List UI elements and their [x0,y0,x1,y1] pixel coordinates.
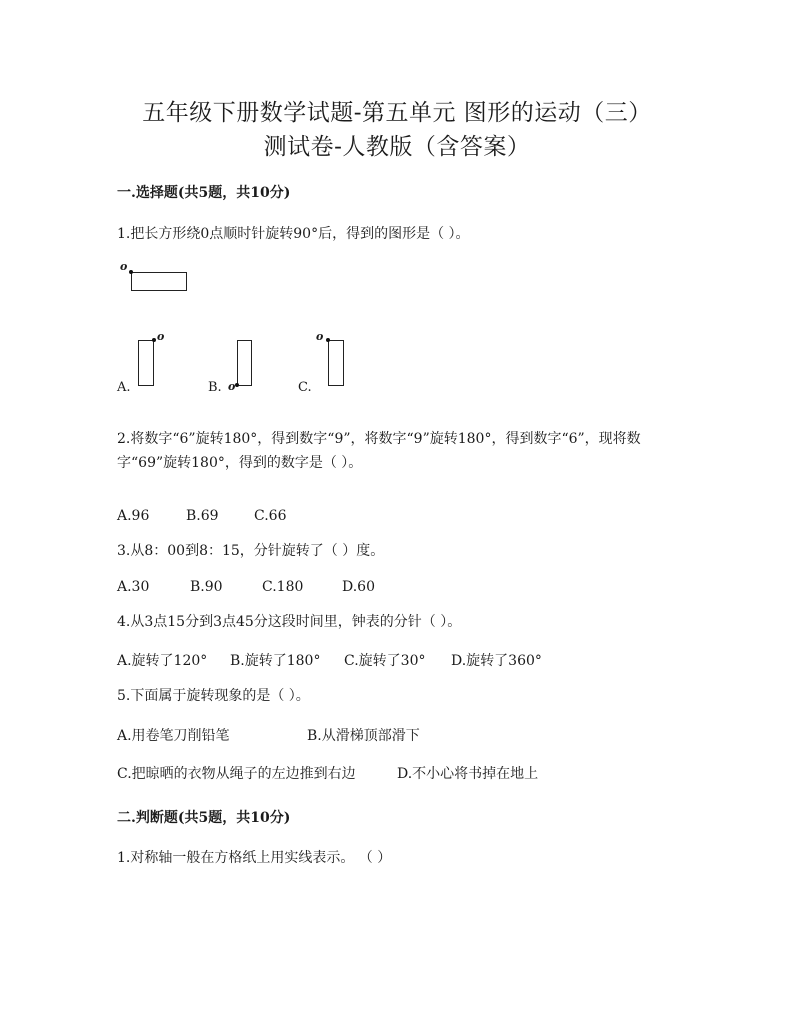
question-3-text: 3.从8：00到8：15，分针旋转了（ ）度。 [117,543,385,559]
option-b-point-dot [235,383,239,387]
section-2-heading: 二.判断题(共5题，共10分) [117,810,291,826]
option-a-rectangle [138,340,154,386]
option-c-point-label: o [316,330,324,343]
question-2-option-b[interactable]: B.69 [186,508,219,524]
option-a-point-label: o [157,330,165,343]
question-4-option-b[interactable]: B.旋转了180° [230,653,321,669]
question-5-option-b[interactable]: B.从滑梯顶部滑下 [307,728,420,744]
question-1-text: 1.把长方形绕0点顺时针旋转90°后，得到的图形是（ ）。 [117,226,470,242]
question-5-option-c[interactable]: C.把晾晒的衣物从绳子的左边推到右边 [117,766,356,782]
page-title-line-1: 五年级下册数学试题-第五单元 图形的运动（三） [142,100,652,126]
question-2-text-line-1: 2.将数字“6”旋转180°，得到数字“9”，将数字“9”旋转180°，得到数字“6”，现将数 [117,431,641,447]
question-2-option-c[interactable]: C.66 [254,508,287,524]
option-b-rectangle [237,340,252,386]
section-1-heading: 一.选择题(共5题，共10分) [117,185,291,201]
question-2-option-a[interactable]: A.96 [117,508,150,524]
question-4-option-a[interactable]: A.旋转了120° [117,653,208,669]
option-b-label: B. [208,380,222,395]
option-c-rectangle [328,340,344,386]
rotation-point-dot [129,270,133,274]
option-c-label: C. [298,380,312,395]
option-b-point-label: o [228,380,236,393]
question-2-text-line-2: 字“69”旋转180°，得到的数字是（ ）。 [117,455,363,471]
option-a-label: A. [117,380,131,395]
question-5-text: 5.下面属于旋转现象的是（ ）。 [117,688,310,704]
question-4-text: 4.从3点15分到3点45分这段时间里，钟表的分针（ ）。 [117,614,462,630]
page-title-line-2: 测试卷-人教版（含答案） [263,134,531,160]
option-c-point-dot [326,338,330,342]
judgment-question-1-text: 1.对称轴一般在方格纸上用实线表示。 （ ） [117,850,392,866]
point-o-label: o [120,260,128,273]
question-3-option-b[interactable]: B.90 [190,579,223,595]
question-3-option-a[interactable]: A.30 [117,579,150,595]
question-3-option-d[interactable]: D.60 [342,579,375,595]
question-5-option-a[interactable]: A.用卷笔刀削铅笔 [117,728,230,744]
question-5-option-d[interactable]: D.不小心将书掉在地上 [397,766,539,782]
option-a-point-dot [152,338,156,342]
question-4-option-c[interactable]: C.旋转了30° [344,653,426,669]
question-3-option-c[interactable]: C.180 [262,579,304,595]
original-rectangle [131,272,187,291]
question-4-option-d[interactable]: D.旋转了360° [451,653,542,669]
